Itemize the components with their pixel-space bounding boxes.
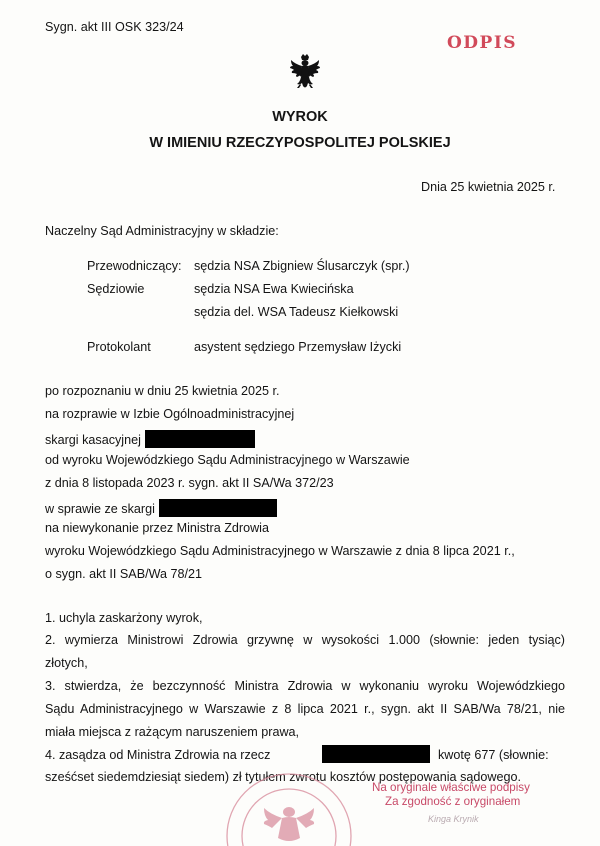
proceedings-line [45, 499, 277, 517]
ruling-item-4-amount: kwotę 677 (słownie: [438, 748, 549, 762]
ruling-item-2: 2. wymierza Ministrowi Zdrowia grzywnę w wysokości 1.000 (słownie: jeden tysiąc) [45, 633, 565, 647]
redaction-box [159, 499, 277, 517]
judges-label: Sędziowie [87, 282, 145, 296]
case-signature: Sygn. akt III OSK 323/24 [45, 20, 184, 34]
proceedings-line: wyroku Wojewódzkiego Sądu Administracyjnego w Warszawie z dnia 8 lipca 2021 r., [45, 544, 515, 558]
judgment-subtitle: W IMIENIU RZECZYPOSPOLITEJ POLSKIEJ [149, 135, 451, 151]
composition-intro: Naczelny Sąd Administracyjny w składzie: [45, 224, 279, 238]
ruling-item-4-cont: sześćset siedemdziesiąt siedem) zł tytułem zwrotu kosztów postępowania sądowego. [45, 770, 521, 784]
clerk-signature: Kinga Krynik [428, 814, 479, 824]
ruling-item-2-cont: złotych, [45, 656, 88, 670]
ruling-item-4: 4. zasądza od Ministra Zdrowia na rzecz [45, 748, 271, 762]
judgment-date: Dnia 25 kwietnia 2025 r. [421, 180, 556, 194]
certification-line-2: Za zgodność z oryginałem [385, 795, 521, 808]
redaction-box [322, 745, 430, 763]
proceedings-line [45, 430, 255, 448]
certification-line-1: Na oryginale właściwe podpisy [372, 781, 530, 794]
chair-name: sędzia NSA Zbigniew Ślusarczyk (spr.) [194, 259, 410, 273]
court-seal-stamp [224, 766, 354, 846]
proceedings-line: na niewykonanie przez Ministra Zdrowia [45, 521, 269, 535]
proceedings-line: po rozpoznaniu w dniu 25 kwietnia 2025 r. [45, 384, 280, 398]
judge-2: sędzia del. WSA Tadeusz Kiełkowski [194, 305, 399, 319]
proceedings-line: na rozprawie w Izbie Ogólnoadministracyjnej [45, 407, 295, 421]
complaint-label: w sprawie ze skargi [45, 502, 155, 516]
judgment-title: WYROK [272, 109, 328, 125]
redaction-box [145, 430, 255, 448]
ruling-item-3: 3. stwierdza, że bezczynność Ministra Zdrowia w wykonaniu wyroku Wojewódzkiego [45, 679, 565, 693]
cassation-label: skargi kasacyjnej [45, 433, 141, 447]
clerk-label: Protokolant [87, 340, 151, 354]
judge-1: sędzia NSA Ewa Kwiecińska [194, 282, 354, 296]
proceedings-line: od wyroku Wojewódzkiego Sądu Administracyjnego w Warszawie [45, 453, 410, 467]
proceedings-line: z dnia 8 listopada 2023 r. sygn. akt II SA/Wa 372/23 [45, 476, 334, 490]
polish-eagle-icon [289, 54, 321, 92]
ruling-item-3-end: miała miejsca z rażącym naruszeniem prawa, [45, 725, 300, 739]
chair-label: Przewodniczący: [87, 259, 182, 273]
proceedings-line: o sygn. akt II SAB/Wa 78/21 [45, 567, 203, 581]
ruling-item-3-cont: Sądu Administracyjnego w Warszawie z 8 lipca 2021 r., sygn. akt II SAB/Wa 78/21, nie [45, 702, 565, 716]
clerk-name: asystent sędziego Przemysław Iżycki [194, 340, 402, 354]
ruling-item-1: 1. uchyla zaskarżony wyrok, [45, 611, 203, 625]
copy-stamp: ODPIS [447, 33, 518, 53]
